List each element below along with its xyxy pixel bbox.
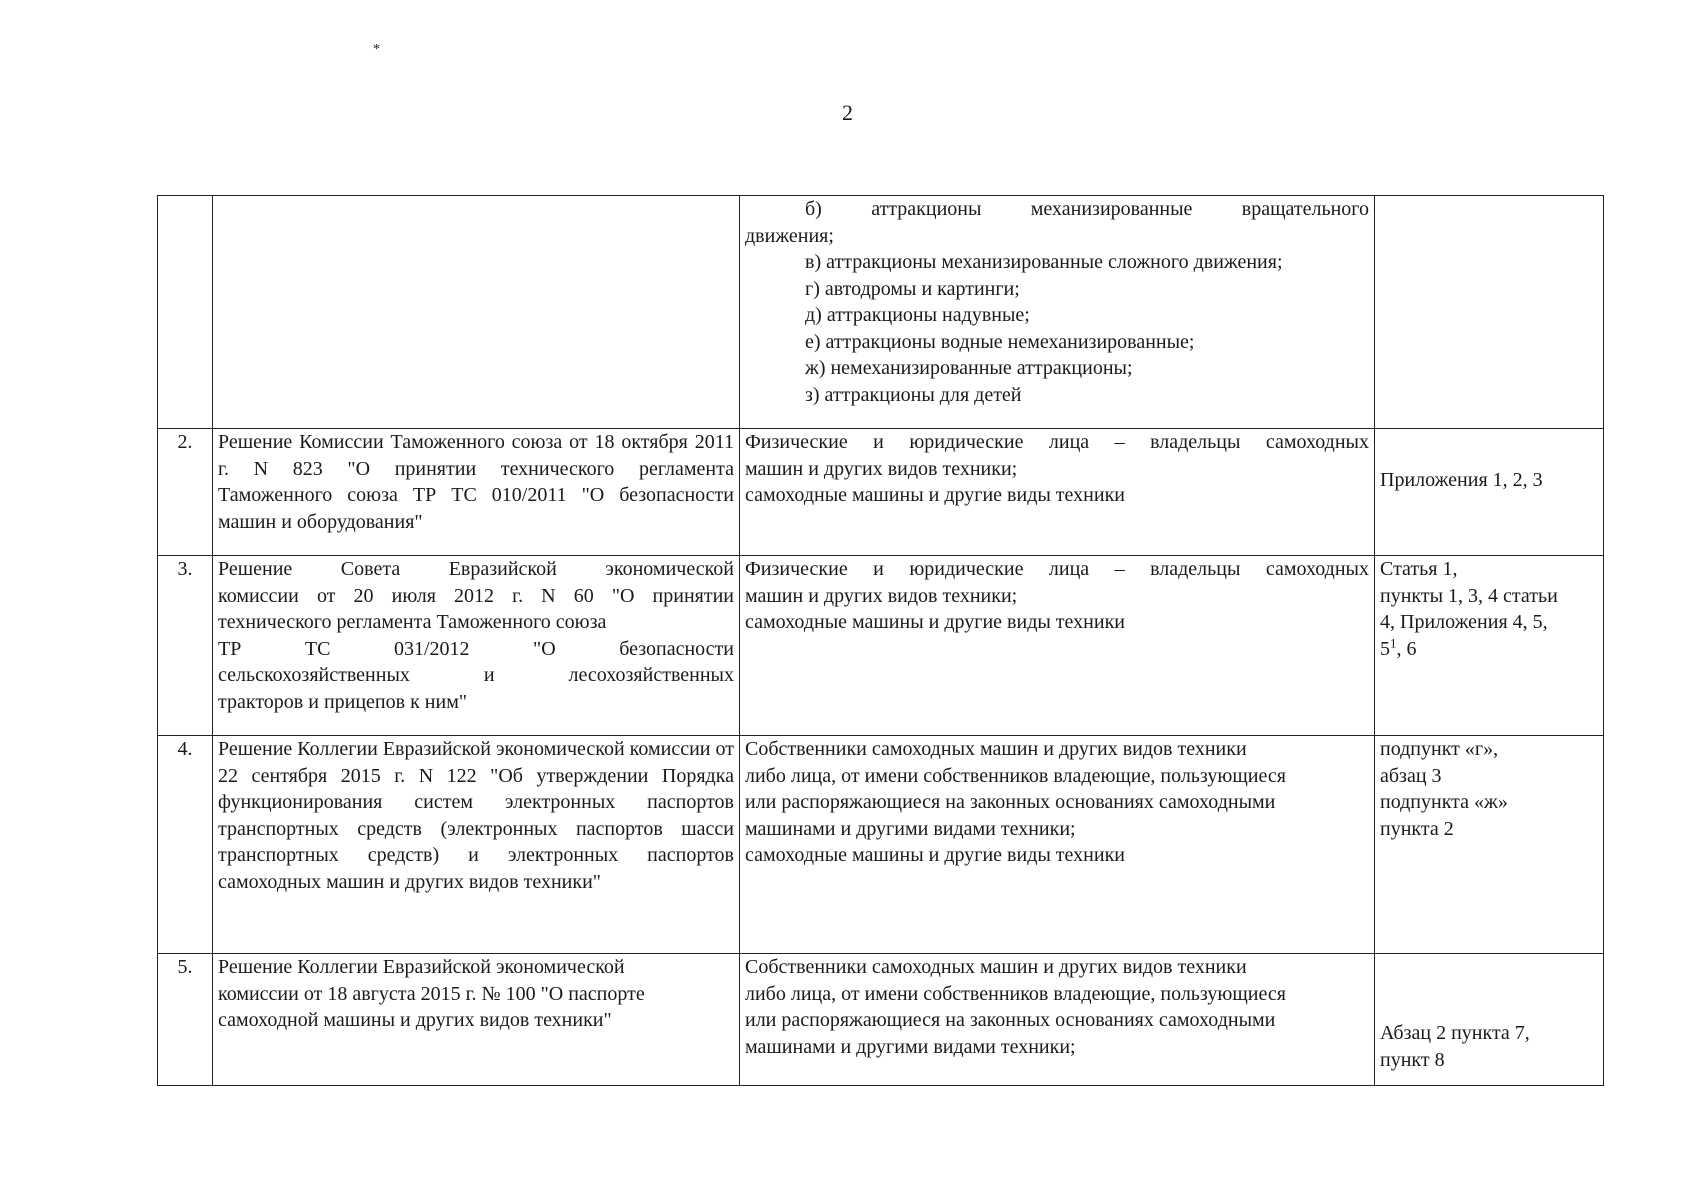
- row-number: 2.: [158, 429, 213, 556]
- articles-line: 4, Приложения 4, 5,: [1380, 611, 1548, 633]
- subjects-line: машин и других видов техники;: [745, 457, 1018, 480]
- articles-rest: , 6: [1396, 637, 1417, 660]
- row-number: 3.: [158, 556, 213, 736]
- articles-line: [1380, 636, 1598, 663]
- subjects-line: Физические и юридические лица – владельцы самоходных: [745, 558, 1369, 580]
- document-line: тракторов и прицепов к ним": [218, 690, 468, 713]
- row-number: 4.: [158, 736, 213, 954]
- subjects-line: машинами и другими видами техники;: [745, 1035, 1076, 1058]
- subjects-cell: [740, 196, 1375, 429]
- articles-line: пункты 1, 3, 4 статьи: [1380, 584, 1558, 607]
- document-cell: Решение Коллегии Евразийской экономической комиссии от 22 сентября 2015 г. N 122 "Об утверждении Порядка функционирования систем электронных паспортов транспортных средств (электронных паспортов шасси транспортных средств) и электронных паспортов самоходных машин и других видов техники": [213, 736, 740, 954]
- table-row: [158, 196, 1604, 429]
- articles-cell: Приложения 1, 2, 3: [1375, 429, 1604, 556]
- subjects-line: либо лица, от имени собственников владеющие, пользующиеся: [745, 982, 1286, 1005]
- document-cell: [213, 556, 740, 736]
- page-number: 2: [842, 100, 853, 125]
- list-item: движения;: [745, 224, 834, 247]
- subjects-cell: [740, 736, 1375, 954]
- subjects-line: Физические и юридические лица – владельцы самоходных: [745, 431, 1369, 453]
- document-cell: Решение Комиссии Таможенного союза от 18 октября 2011 г. N 823 "О принятии технического регламента Таможенного союза ТР ТС 010/2011 "О безопасности машин и оборудования": [213, 429, 740, 556]
- document-line: Решение Совета Евразийской экономической: [218, 558, 734, 580]
- list-item: б) аттракционы механизированные вращательного: [805, 198, 1369, 220]
- superscript: 1: [1390, 634, 1397, 650]
- articles-line: пункта 2: [1380, 817, 1454, 840]
- articles-line: абзац 3: [1380, 764, 1442, 787]
- regulations-table: [157, 195, 1604, 1086]
- row-number: 5.: [158, 954, 213, 1086]
- articles-base: 5: [1380, 637, 1390, 660]
- articles-cell: [1375, 196, 1604, 429]
- list-item: ж) немеханизированные аттракционы;: [805, 357, 1133, 379]
- list-item: з) аттракционы для детей: [805, 383, 1022, 406]
- document-line: технического регламента Таможенного союза: [218, 611, 607, 633]
- articles-cell: [1375, 556, 1604, 736]
- document-cell: [213, 196, 740, 429]
- articles-line: подпункт «г»,: [1380, 738, 1499, 760]
- document-line: сельскохозяйственных и лесохозяйственных: [218, 664, 734, 686]
- articles-line: Абзац 2 пункта 7,: [1380, 1022, 1530, 1044]
- row-number: [158, 196, 213, 429]
- table-row: [158, 429, 1604, 556]
- list-item: в) аттракционы механизированные сложного движения;: [805, 251, 1283, 273]
- subjects-line: Собственники самоходных машин и других видов техники: [745, 956, 1247, 978]
- asterisk-mark: *: [373, 42, 380, 57]
- subjects-line: машин и других видов техники;: [745, 584, 1018, 607]
- articles-cell: [1375, 736, 1604, 954]
- table-row: [158, 556, 1604, 736]
- subjects-line: самоходные машины и другие виды техники: [745, 844, 1125, 866]
- subjects-line: машинами и другими видами техники;: [745, 817, 1076, 840]
- articles-line: пункт 8: [1380, 1048, 1445, 1071]
- subjects-line: или распоряжающиеся на законных основаниях самоходными: [745, 791, 1276, 813]
- subjects-cell: [740, 954, 1375, 1086]
- document-line: ТР ТС 031/2012 "О безопасности: [218, 637, 734, 660]
- subjects-line: самоходные машины и другие виды техники: [745, 611, 1125, 633]
- table-row: [158, 954, 1604, 1086]
- list-item: д) аттракционы надувные;: [805, 304, 1030, 326]
- articles-line: подпункта «ж»: [1380, 791, 1508, 813]
- subjects-cell: [740, 429, 1375, 556]
- table-row: [158, 736, 1604, 954]
- document-line: самоходной машины и других видов техники": [218, 1009, 612, 1031]
- subjects-line: самоходные машины и другие виды техники: [745, 484, 1125, 506]
- document-line: комиссии от 18 августа 2015 г. № 100 "О паспорте: [218, 982, 645, 1005]
- subjects-line: Собственники самоходных машин и других видов техники: [745, 738, 1247, 760]
- list-item: г) автодромы и картинги;: [805, 277, 1020, 300]
- subjects-line: либо лица, от имени собственников владеющие, пользующиеся: [745, 764, 1286, 787]
- document-cell: [213, 954, 740, 1086]
- document-line: Решение Коллегии Евразийской экономической: [218, 956, 625, 978]
- list-item: е) аттракционы водные немеханизированные;: [805, 330, 1195, 353]
- document-line: комиссии от 20 июля 2012 г. N 60 "О принятии: [218, 584, 734, 607]
- articles-line: Статья 1,: [1380, 558, 1458, 580]
- subjects-cell: [740, 556, 1375, 736]
- articles-cell: [1375, 954, 1604, 1086]
- subjects-line: или распоряжающиеся на законных основаниях самоходными: [745, 1009, 1276, 1031]
